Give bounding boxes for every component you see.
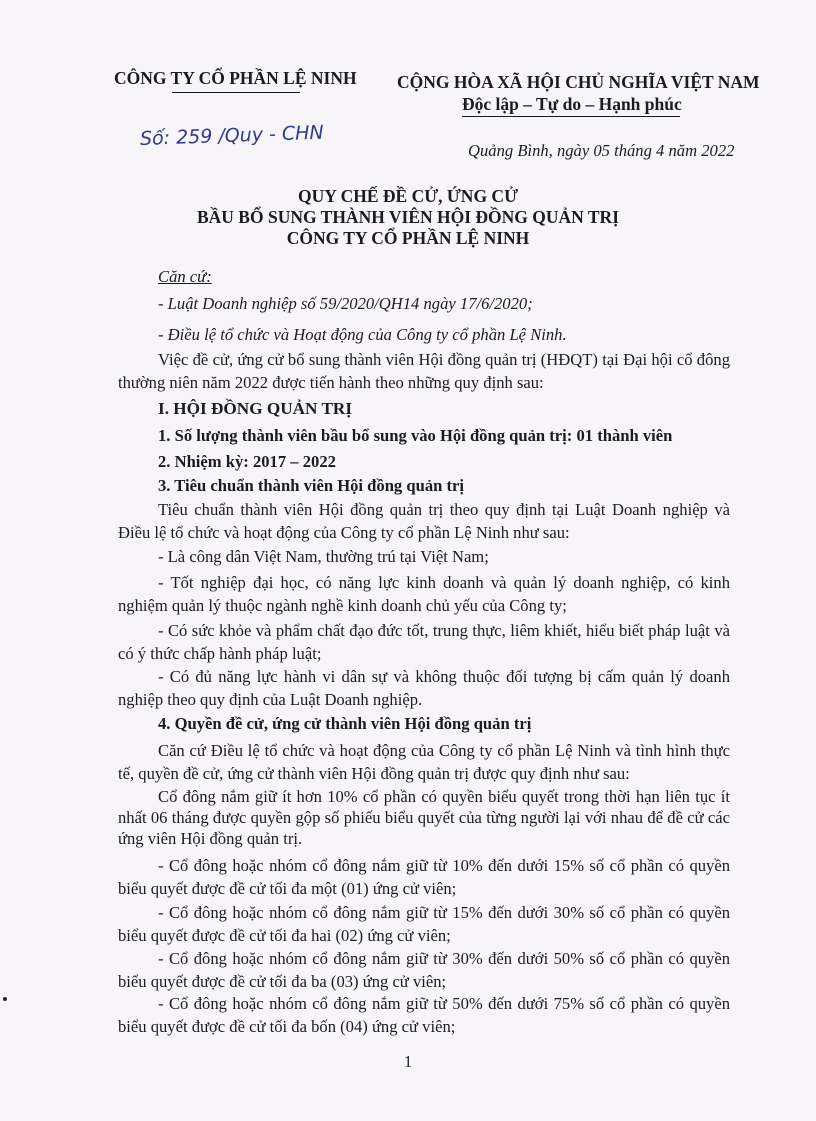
scan-speck	[3, 997, 7, 1001]
item-1-heading: 1. Số lượng thành viên bầu bổ sung vào Hội đồng quản trị: 01 thành viên	[158, 426, 673, 445]
place-date: Quảng Bình, ngày 05 tháng 4 năm 2022	[468, 141, 735, 160]
criteria-item-4: - Có đủ năng lực hành vi dân sự và không thuộc đối tượng bị cấm quản lý doanh nghiệp theo quy định của Luật Doanh nghiệp.	[118, 667, 730, 709]
rights-general: Cổ đông nắm giữ ít hơn 10% cổ phần có quyền biểu quyết trong thời hạn liên tục ít nhất 06 tháng được quyền gộp số phiếu biểu quyết của từng người lại với nhau để đề cử các ứng viên Hội đồng quản trị.	[118, 787, 730, 848]
basis-label: Căn cứ:	[158, 267, 212, 286]
handwritten-doc-number: Số: 259 /Quy - CHN	[139, 121, 325, 150]
section-heading: I. HỘI ĐỒNG QUẢN TRỊ	[158, 399, 353, 418]
rights-intro: Căn cứ Điều lệ tổ chức và hoạt động của Công ty cổ phần Lệ Ninh và tình hình thực tế, quyền đề cử, ứng cử thành viên Hội đồng quản trị được quy định như sau:	[118, 741, 730, 783]
national-motto: Độc lập – Tự do – Hạnh phúc	[462, 94, 682, 114]
basis-item-2: - Điều lệ tổ chức và Hoạt động của Công ty cổ phần Lệ Ninh.	[158, 325, 567, 344]
nation-name: CỘNG HÒA XÃ HỘI CHỦ NGHĨA VIỆT NAM	[397, 72, 760, 92]
basis-item-1: - Luật Doanh nghiệp số 59/2020/QH14 ngày 17/6/2020;	[158, 294, 533, 313]
item-3-heading: 3. Tiêu chuẩn thành viên Hội đồng quản trị	[158, 476, 465, 495]
company-name: CÔNG TY CỔ PHẦN LỆ NINH	[114, 68, 357, 88]
criteria-item-3: - Có sức khỏe và phẩm chất đạo đức tốt, trung thực, liêm khiết, hiểu biết pháp luật và có ý thức chấp hành pháp luật;	[118, 621, 730, 663]
rights-item-1: - Cổ đông hoặc nhóm cổ đông nắm giữ từ 10% đến dưới 15% số cổ phần có quyền biểu quyết được đề cử tối đa một (01) ứng cử viên;	[118, 856, 730, 898]
title-line-2: BẦU BỔ SUNG THÀNH VIÊN HỘI ĐỒNG QUẢN TRỊ	[196, 207, 620, 227]
item-4-heading: 4. Quyền đề cử, ứng cử thành viên Hội đồng quản trị	[158, 714, 532, 733]
motto-underline	[462, 116, 680, 117]
company-underline	[172, 92, 300, 93]
rights-item-3: - Cổ đông hoặc nhóm cổ đông nắm giữ từ 30% đến dưới 50% số cổ phần có quyền biểu quyết được đề cử tối đa ba (03) ứng cử viên;	[118, 949, 730, 991]
item-2-heading: 2. Nhiệm kỳ: 2017 – 2022	[158, 452, 336, 471]
criteria-intro: Tiêu chuẩn thành viên Hội đồng quản trị theo quy định tại Luật Doanh nghiệp và Điều lệ tổ chức và hoạt động của Công ty cổ phần Lệ Ninh như sau:	[118, 500, 730, 542]
page-number: 1	[403, 1052, 413, 1071]
title-line-3: CÔNG TY CỔ PHẦN LỆ NINH	[286, 228, 530, 248]
criteria-item-2: - Tốt nghiệp đại học, có năng lực kinh doanh và quản lý doanh nghiệp, có kinh nghiệm quản lý thuộc ngành nghề kinh doanh chủ yếu của Công ty;	[118, 573, 730, 615]
rights-item-2: - Cổ đông hoặc nhóm cổ đông nắm giữ từ 15% đến dưới 30% số cổ phần có quyền biểu quyết được đề cử tối đa hai (02) ứng cử viên;	[118, 903, 730, 945]
criteria-item-1: - Là công dân Việt Nam, thường trú tại Việt Nam;	[158, 547, 489, 566]
intro-paragraph: Việc đề cử, ứng cử bổ sung thành viên Hội đồng quản trị (HĐQT) tại Đại hội cổ đông thường niên năm 2022 được tiến hành theo những quy định sau:	[118, 350, 730, 392]
rights-item-4: - Cổ đông hoặc nhóm cổ đông nắm giữ từ 50% đến dưới 75% số cổ phần có quyền biểu quyết được đề cử tối đa bốn (04) ứng cử viên;	[118, 994, 730, 1036]
title-line-1: QUY CHẾ ĐỀ CỬ, ỨNG CỬ	[297, 186, 519, 206]
